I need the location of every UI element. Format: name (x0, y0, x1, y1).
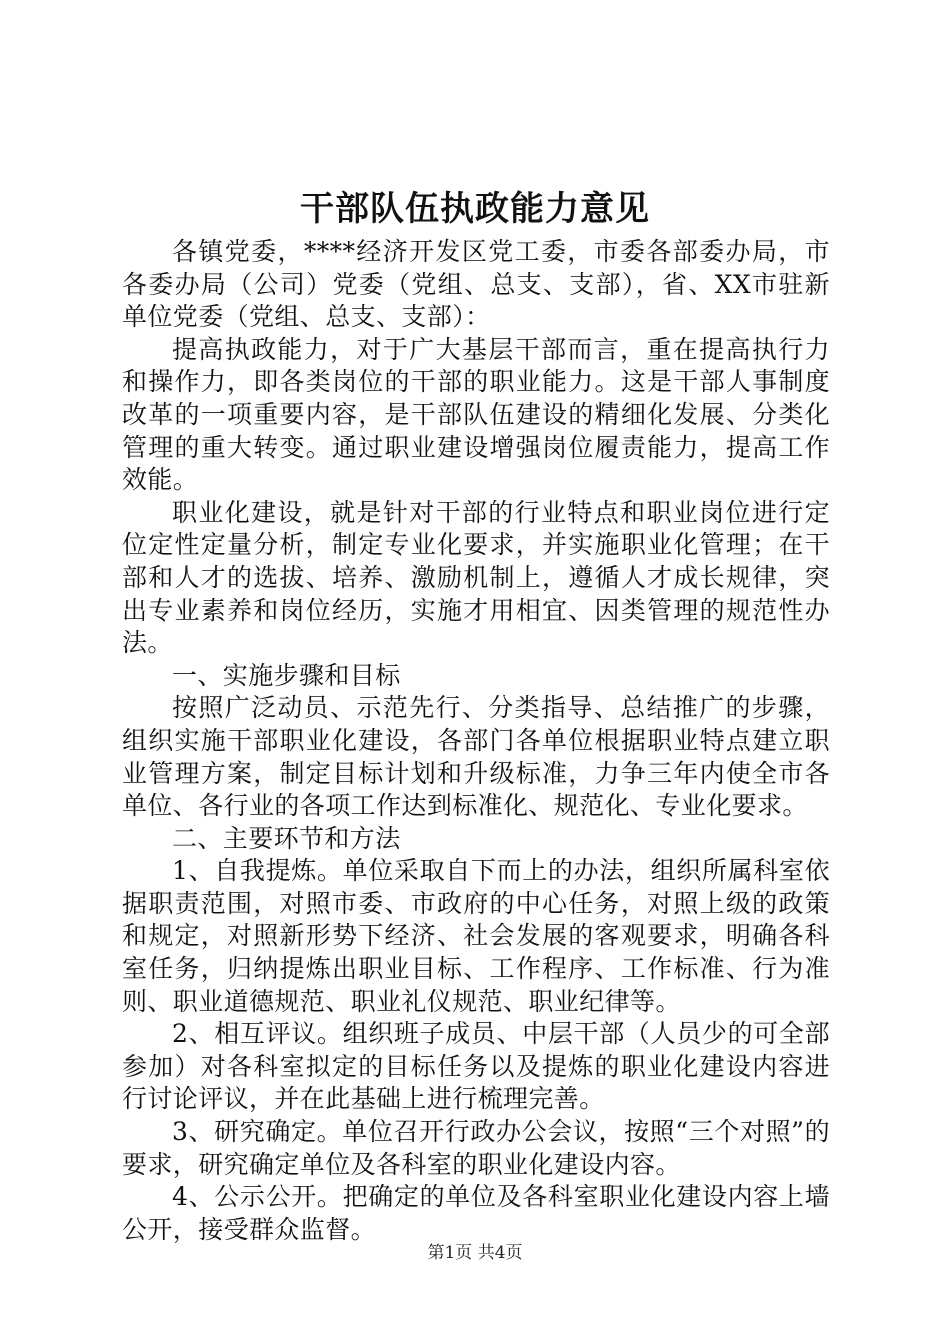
paragraph-addressees: 各镇党委，****经济开发区党工委，市委各部委办局，市各委办局（公司）党委（党组、总支、支部），省、XX市驻新单位党委（党组、总支、支部）： (122, 237, 830, 332)
paragraph-intro: 提高执政能力，对于广大基层干部而言，重在提高执行力和操作力，即各类岗位的干部的职业能力。这是干部人事制度改革的一项重要内容，是干部队伍建设的精细化发展、分类化管理的重大转变。通过职业建设增强岗位履责能力，提高工作效能。 (122, 334, 830, 495)
paragraph-steps: 按照广泛动员、示范先行、分类指导、总结推广的步骤，组织实施干部职业化建设，各部门各单位根据职业特点建立职业管理方案，制定目标计划和升级标准，力争三年内使全市各单位、各行业的各项工作达到标准化、规范化、专业化要求。 (122, 693, 830, 821)
paragraph-item-2: 2、相互评议。组织班子成员、中层干部（人员少的可全部参加）对各科室拟定的目标任务以及提炼的职业化建设内容进行讨论评议，并在此基础上进行梳理完善。 (122, 1019, 830, 1114)
paragraph-item-1: 1、自我提炼。单位采取自下而上的办法，组织所属科室依据职责范围，对照市委、市政府的中心任务，对照上级的政策和规定，对照新形势下经济、社会发展的客观要求，明确各科室任务，归纳提炼出职业目标、工作程序、工作标准、行为准则、职业道德规范、职业礼仪规范、职业纪律等。 (122, 856, 830, 1016)
document-body (122, 236, 830, 1246)
paragraph-item-4: 4、公示公开。把确定的单位及各科室职业化建设内容上墙公开，接受群众监督。 (122, 1182, 830, 1244)
document-title: 干部队伍执政能力意见 (300, 189, 650, 229)
paragraph-item-3: 3、研究确定。单位召开行政办公会议，按照“三个对照”的要求，研究确定单位及各科室的职业化建设内容。 (122, 1117, 830, 1179)
paragraph-definition: 职业化建设，就是针对干部的行业特点和职业岗位进行定位定性定量分析，制定专业化要求，并实施职业化管理；在干部和人才的选拔、培养、激励机制上，遵循人才成长规律，突出专业素养和岗位经历，实施才用相宜、因类管理的规范性办法。 (122, 497, 830, 658)
section-heading-steps: 一、实施步骤和目标 (172, 660, 401, 690)
section-heading-methods: 二、主要环节和方法 (172, 823, 401, 853)
page-number-footer: 第1页 共4页 (427, 1243, 523, 1263)
